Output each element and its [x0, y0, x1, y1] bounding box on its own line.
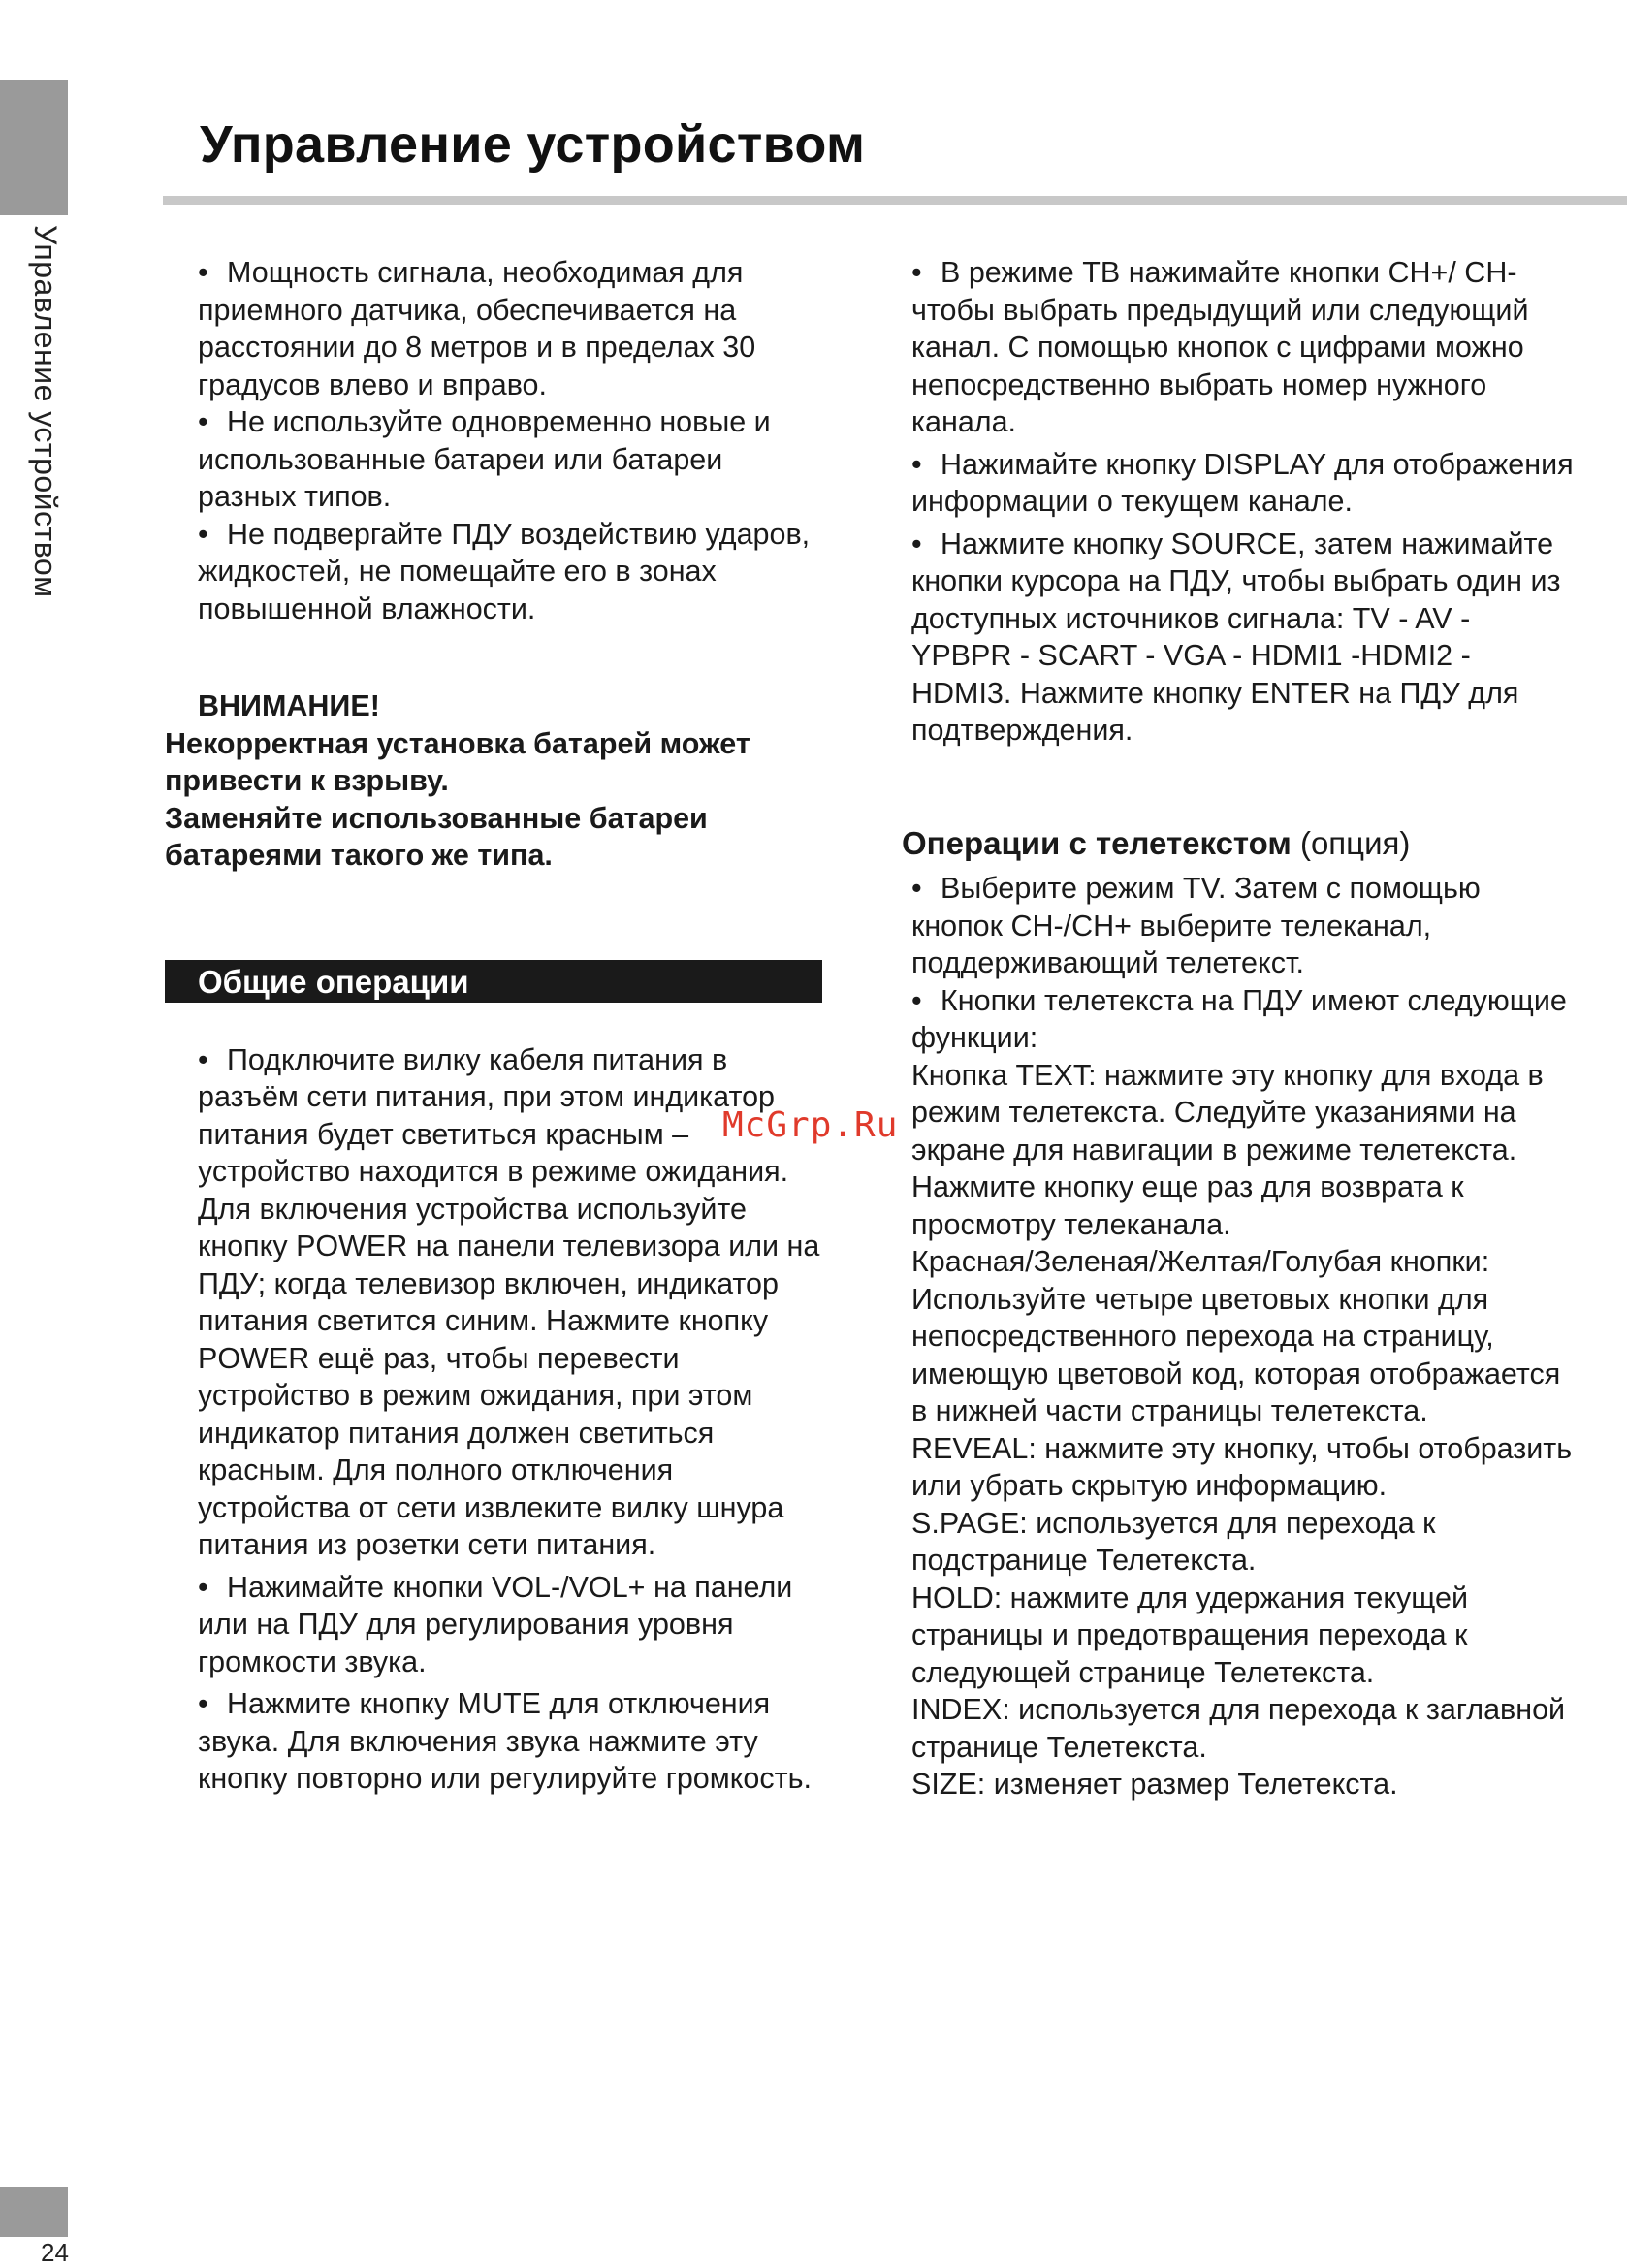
bullet-text: Мощность сигнала, необходимая для приемного датчика, обеспечивается на расстоянии до 8 метров и в пределах 30 градусов влево и вправо. [198, 256, 756, 401]
bullet-text: Нажимайте кнопку DISPLAY для отображения информации о текущем канале. [911, 447, 1574, 518]
watermark: McGrp.Ru [722, 1105, 899, 1145]
bullet-paragraph [165, 254, 824, 403]
bullet-text: Нажмите кнопку SOURCE, затем нажимайте кнопки курсора на ПДУ, чтобы выбрать один из доступных источников сигнала: TV - AV - YPBPR - SCART - VGA - HDMI1 -HDMI2 - HDMI3. Нажмите кнопку ENTER на ПДУ для подтверждения. [911, 527, 1561, 747]
teletext-item: Красная/Зеленая/Желтая/Голубая кнопки: Используйте четыре цветовых кнопки для непосредственного перехода на страницу, имеющую цветовой код, которая отображается в нижней части страницы телетекста. [911, 1245, 1561, 1427]
teletext-item: SIZE: изменяет размер Телетекста. [911, 1768, 1398, 1801]
bullet-text: Кнопки телетекста на ПДУ имеют следующие функции: [911, 983, 1567, 1054]
bullet-glyph: • [198, 517, 208, 551]
bullet-glyph: • [911, 447, 922, 481]
teletext-title: Операции с телетекстом [902, 824, 1292, 861]
bullet-paragraph [165, 516, 824, 628]
left-column [165, 254, 824, 1798]
bullet-paragraph [878, 446, 1577, 521]
page-title: Управление устройством [200, 115, 866, 174]
warning-title: ВНИМАНИЕ! [198, 689, 380, 722]
bullet-paragraph [878, 254, 1577, 441]
warning-line: Заменяйте использованные батареи батареями такого же типа. [165, 801, 708, 872]
side-section-title: Управление устройством [28, 225, 63, 598]
page-number-tab [0, 2187, 68, 2237]
bullet-paragraph [878, 982, 1577, 1057]
bullet-paragraph [165, 403, 824, 516]
teletext-item: HOLD: нажмите для удержания текущей страницы и предотвращения перехода к следующей странице Телетекста. [911, 1581, 1469, 1689]
title-divider [163, 196, 1627, 205]
bullet-paragraph [878, 526, 1577, 750]
right-column [878, 254, 1577, 1804]
bullet-text: Не используйте одновременно новые и использованные батареи или батареи разных типов. [198, 405, 771, 513]
teletext-item: REVEAL: нажмите эту кнопку, чтобы отобразить или убрать скрытую информацию. [911, 1431, 1573, 1502]
bullet-paragraph [165, 1685, 824, 1798]
section-heading-general: Общие операции [165, 960, 822, 1003]
bullet-glyph: • [198, 1687, 208, 1720]
teletext-item: INDEX: используется для перехода к заглавной странице Телетекста. [911, 1693, 1566, 1764]
bullet-glyph: • [911, 527, 922, 560]
bullet-text: Выберите режим TV. Затем с помощью кнопок CH-/CH+ выберите телеканал, поддерживающий телетекст. [911, 872, 1481, 979]
bullet-text: Подключите вилку кабеля питания в разъём сети питания, при этом индикатор питания будет светиться красным – устройство находится в режиме ожидания. Для включения устройства используйте кнопку POWER на панели телевизора или на ПДУ; когда телевизор включен, индикатор питания светится синим. Нажмите кнопку POWER ещё раз, чтобы перевести устройство в режим ожидания, при этом индикатор питания должен светиться красным. Для полного отключения устройства от сети извлеките вилку шнура питания из розетки сети питания. [198, 1042, 820, 1561]
bullet-glyph: • [198, 1570, 208, 1604]
bullet-text: Не подвергайте ПДУ воздействию ударов, жидкостей, не помещайте его в зонах повышенной влажности. [198, 517, 811, 625]
bullet-paragraph [878, 870, 1577, 982]
bullet-text: Нажмите кнопку MUTE для отключения звука. Для включения звука нажмите эту кнопку повторно или регулируйте громкость. [198, 1687, 812, 1795]
bullet-text: Нажимайте кнопки VOL-/VOL+ на панели или на ПДУ для регулирования уровня громкости звука. [198, 1570, 793, 1678]
bullet-glyph: • [198, 256, 208, 289]
bullet-glyph: • [911, 983, 922, 1017]
teletext-option: (опция) [1299, 824, 1411, 861]
page-number: 24 [41, 2238, 69, 2267]
teletext-item: Кнопка TEXT: нажмите эту кнопку для входа в режим телетекста. Следуйте указаниями на экране для навигации в режиме телетекста. Нажмите кнопку еще раз для возврата к просмотру телеканала. [911, 1058, 1544, 1241]
bullet-text: В режиме ТВ нажимайте кнопки CH+/ CH- чтобы выбрать предыдущий или следующий канал. С помощью кнопок с цифрами можно непосредственно выбрать номер нужного канала. [911, 256, 1529, 438]
section-heading-teletext [902, 825, 1577, 863]
side-tab-marker [0, 80, 68, 215]
teletext-item: S.PAGE: используется для перехода к подстранице Телетекста. [911, 1506, 1436, 1577]
warning-line: Некорректная установка батарей может привести к взрыву. [165, 726, 750, 797]
bullet-glyph: • [911, 872, 922, 905]
bullet-glyph: • [198, 405, 208, 438]
bullet-glyph: • [198, 1042, 208, 1076]
bullet-glyph: • [911, 256, 922, 289]
bullet-paragraph [165, 1569, 824, 1681]
